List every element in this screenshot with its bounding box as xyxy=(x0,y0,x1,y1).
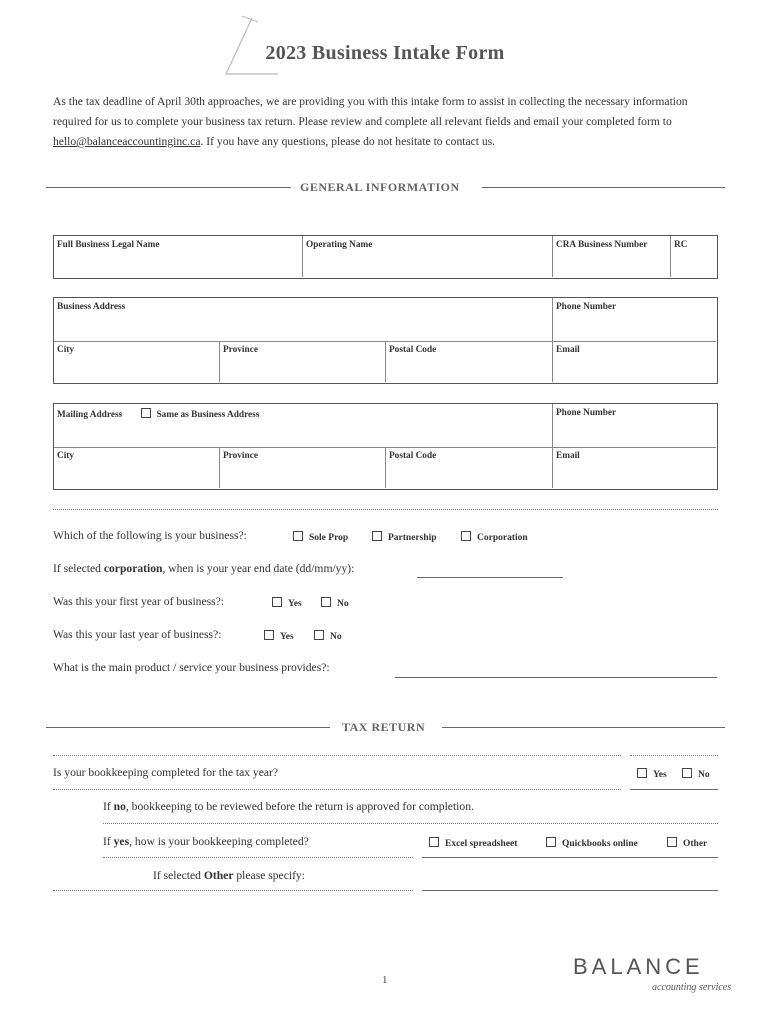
mailing-email-label: Email xyxy=(556,451,580,461)
main-product-input-line[interactable] xyxy=(395,677,717,678)
section-divider-left xyxy=(46,187,291,188)
bookkeeping-method-line xyxy=(422,857,718,858)
business-address-field[interactable] xyxy=(54,298,552,341)
first-year-yes-option[interactable]: Yes xyxy=(272,597,302,609)
dotted-separator xyxy=(53,755,621,756)
legal-name-field[interactable] xyxy=(54,236,302,277)
mailing-city-field[interactable] xyxy=(54,447,219,488)
business-identity-box xyxy=(53,235,718,279)
first-year-no-option[interactable]: No xyxy=(321,597,349,609)
if-yes-question: If yes, how is your bookkeeping completed? xyxy=(103,835,309,848)
bookkeeping-yes-option[interactable]: Yes xyxy=(637,768,667,780)
dotted-separator xyxy=(103,823,718,824)
other-option[interactable]: Other xyxy=(667,837,707,849)
mailing-email-field[interactable] xyxy=(553,447,716,488)
business-province-label: Province xyxy=(223,345,258,355)
main-product-question: What is the main product / service your business provides?: xyxy=(53,661,330,674)
mailing-postal-label: Postal Code xyxy=(389,451,437,461)
operating-name-label: Operating Name xyxy=(306,240,373,250)
bookkeeping-yes-checkbox[interactable] xyxy=(637,768,647,778)
bookkeeping-question: Is your bookkeeping completed for the tax year? xyxy=(53,766,279,779)
bookkeeping-no-option[interactable]: No xyxy=(682,768,710,780)
business-phone-label: Phone Number xyxy=(556,302,617,312)
mailing-address-box xyxy=(53,403,718,490)
mailing-city-label: City xyxy=(57,451,75,461)
year-end-input-line[interactable] xyxy=(417,577,563,578)
last-year-no-checkbox[interactable] xyxy=(314,630,324,640)
quickbooks-checkbox[interactable] xyxy=(546,837,556,847)
page-title: 2023 Business Intake Form xyxy=(265,42,505,64)
mailing-province-field[interactable] xyxy=(220,447,385,488)
mailing-province-label: Province xyxy=(223,451,258,461)
mailing-address-field[interactable] xyxy=(54,404,552,447)
intro-paragraph: As the tax deadline of April 30th approaches, we are providing you with this intake form to assist in collecting the necessary information required for us to complete your business tax return. Please review and complete all relevant fields and email your completed form to hello@balanceaccountinginc.ca. If you have any questions, please do not hesitate to contact us. xyxy=(53,95,688,148)
page-number: 1 xyxy=(382,974,388,986)
business-city-label: City xyxy=(57,345,75,355)
section-divider-right xyxy=(482,187,725,188)
dotted-separator xyxy=(53,890,413,891)
business-province-field[interactable] xyxy=(220,341,385,382)
business-postal-field[interactable] xyxy=(386,341,552,382)
other-specify-question: If selected Other please specify: xyxy=(153,869,305,882)
cra-number-label: CRA Business Number xyxy=(556,240,648,250)
rc-label: RC xyxy=(674,240,688,250)
contact-email-link[interactable]: hello@balanceaccountinginc.ca xyxy=(53,135,201,148)
legal-name-label: Full Business Legal Name xyxy=(57,240,160,250)
last-year-question: Was this your last year of business?: xyxy=(53,628,222,641)
same-as-business-label: Same as Business Address xyxy=(156,410,260,420)
company-logo-tagline: accounting services xyxy=(652,982,732,993)
other-checkbox[interactable] xyxy=(667,837,677,847)
business-address-box xyxy=(53,297,718,384)
year-end-question: If selected corporation, when is your year end date (dd/mm/yy): xyxy=(53,562,355,575)
mailing-phone-label: Phone Number xyxy=(556,408,617,418)
last-year-no-option[interactable]: No xyxy=(314,630,342,642)
business-postal-label: Postal Code xyxy=(389,345,437,355)
dotted-separator xyxy=(630,755,718,756)
business-address-label: Business Address xyxy=(57,302,126,312)
if-no-note: If no, bookkeeping to be reviewed before the return is approved for completion. xyxy=(103,800,474,813)
rc-field[interactable] xyxy=(671,236,716,277)
operating-name-field[interactable] xyxy=(303,236,553,277)
section-divider-right xyxy=(442,727,725,728)
same-as-business-checkbox[interactable] xyxy=(141,408,151,418)
bookkeeping-no-checkbox[interactable] xyxy=(682,768,692,778)
first-year-question: Was this your first year of business?: xyxy=(53,595,225,608)
excel-option[interactable]: Excel spreadsheet xyxy=(429,837,517,849)
sole-prop-option[interactable]: Sole Prop xyxy=(293,531,348,543)
excel-checkbox[interactable] xyxy=(429,837,439,847)
dotted-separator xyxy=(53,789,621,790)
dotted-separator xyxy=(53,509,718,510)
business-city-field[interactable] xyxy=(54,341,219,382)
mailing-address-label: Mailing Address xyxy=(57,410,123,420)
partnership-option[interactable]: Partnership xyxy=(372,531,437,543)
mailing-phone-field[interactable] xyxy=(553,404,716,447)
sole-prop-checkbox[interactable] xyxy=(293,531,303,541)
business-email-label: Email xyxy=(556,345,580,355)
last-year-yes-checkbox[interactable] xyxy=(264,630,274,640)
quickbooks-option[interactable]: Quickbooks online xyxy=(546,837,638,849)
dotted-separator xyxy=(103,857,413,858)
cra-number-field[interactable] xyxy=(553,236,670,277)
business-email-field[interactable] xyxy=(553,341,716,382)
last-year-yes-option[interactable]: Yes xyxy=(264,630,294,642)
section-divider-left xyxy=(46,727,330,728)
business-type-question: Which of the following is your business?: xyxy=(53,529,247,542)
partnership-checkbox[interactable] xyxy=(372,531,382,541)
other-specify-input-line[interactable] xyxy=(422,890,718,891)
first-year-yes-checkbox[interactable] xyxy=(272,597,282,607)
mailing-postal-field[interactable] xyxy=(386,447,552,488)
bookkeeping-answer-line xyxy=(630,789,718,790)
section-title-general: GENERAL INFORMATION xyxy=(300,180,460,194)
same-as-business-option[interactable] xyxy=(141,410,260,420)
company-logo-text: BALANCE xyxy=(573,954,704,979)
business-phone-field[interactable] xyxy=(553,298,716,341)
corporation-checkbox[interactable] xyxy=(461,531,471,541)
first-year-no-checkbox[interactable] xyxy=(321,597,331,607)
corporation-option[interactable]: Corporation xyxy=(461,531,528,543)
section-title-tax-return: TAX RETURN xyxy=(342,720,426,734)
